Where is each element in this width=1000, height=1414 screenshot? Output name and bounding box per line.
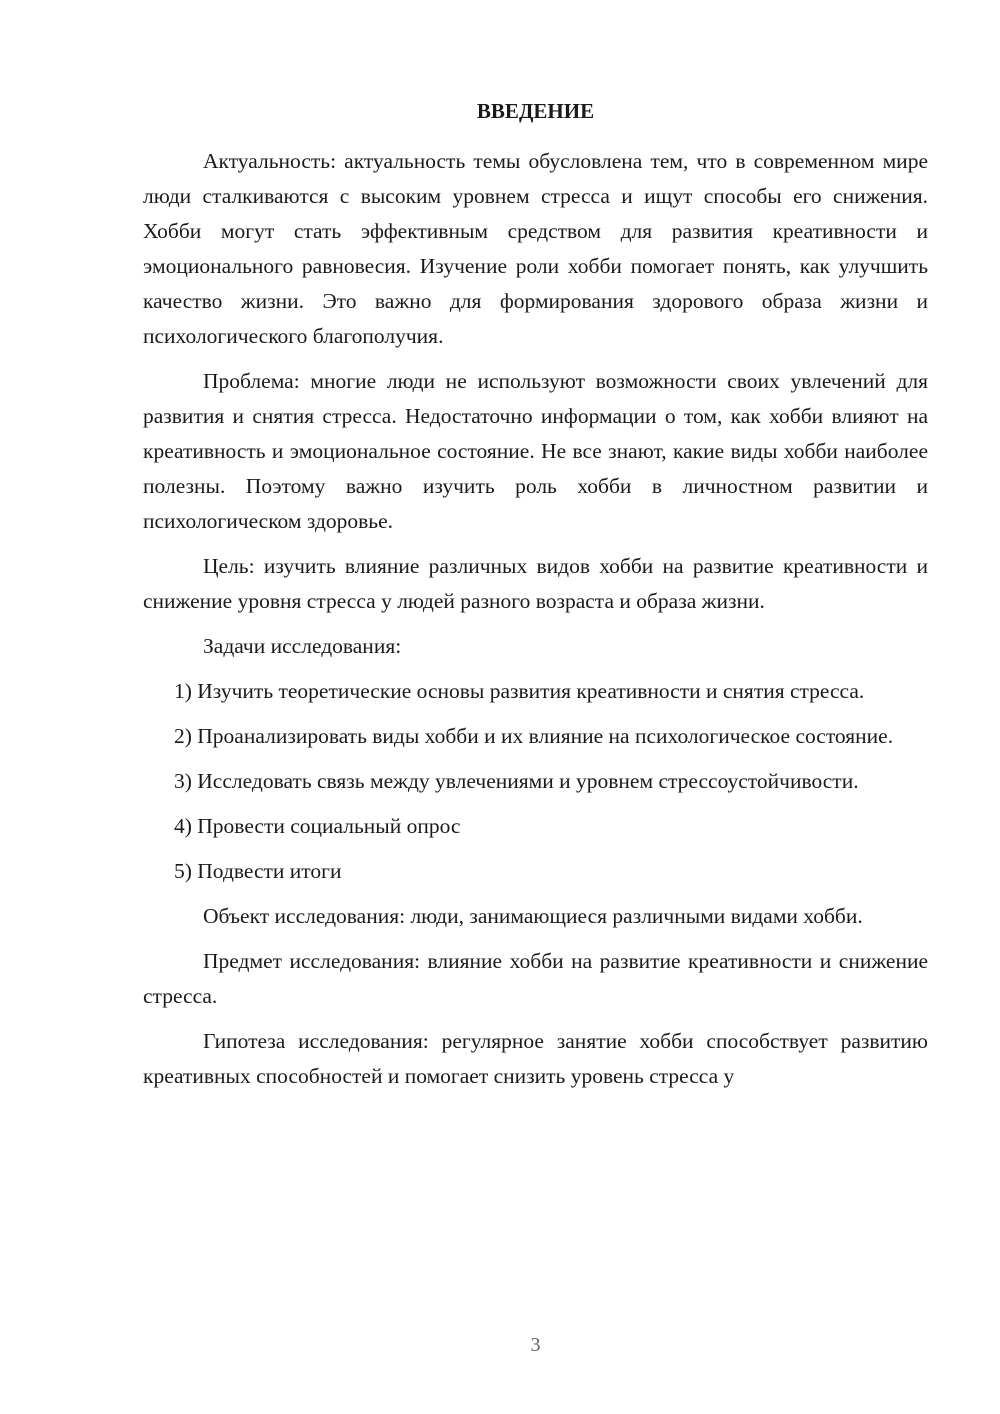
task-item-3: 3) Исследовать связь между увлечениями и уровнем стрессоустойчивости. bbox=[174, 769, 859, 793]
task-item-1: 1) Изучить теоретические основы развития креативности и снятия стресса. bbox=[174, 679, 865, 703]
document-body bbox=[143, 144, 928, 1104]
page-number: 3 bbox=[530, 1334, 541, 1356]
paragraph-hypothesis: Гипотеза исследования: регулярное занятие хобби способствует развитию креативных способностей и помогает снизить уровень стресса у bbox=[143, 1029, 928, 1088]
task-item-4: 4) Провести социальный опрос bbox=[174, 814, 461, 838]
document-page bbox=[143, 0, 928, 1414]
paragraph-tasks-heading: Задачи исследования: bbox=[203, 634, 402, 658]
paragraph-subject: Предмет исследования: влияние хобби на развитие креативности и снижение стресса. bbox=[143, 949, 928, 1008]
paragraph-relevance: Актуальность: актуальность темы обусловлена тем, что в современном мире люди сталкиваются с высоким уровнем стресса и ищут способы его снижения. Хобби могут стать эффективным средством для развития креативности и эмоционального равновесия. Изучение роли хобби помогает понять, как улучшить качество жизни. Это важно для формирования здорового образа жизни и психологического благополучия. bbox=[143, 149, 928, 348]
task-item-2: 2) Проанализировать виды хобби и их влияние на психологическое состояние. bbox=[174, 724, 894, 748]
paragraph-problem: Проблема: многие люди не используют возможности своих увлечений для развития и снятия стресса. Недостаточно информации о том, как хобби влияют на креативность и эмоциональное состояние. Не все знают, какие виды хобби наиболее полезны. Поэтому важно изучить роль хобби в личностном развитии и психологическом здоровье. bbox=[143, 369, 928, 533]
paragraph-goal: Цель: изучить влияние различных видов хобби на развитие креативности и снижение уровня стресса у людей разного возраста и образа жизни. bbox=[143, 554, 928, 613]
section-title: ВВЕДЕНИЕ bbox=[476, 99, 595, 123]
paragraph-object: Объект исследования: люди, занимающиеся различными видами хобби. bbox=[203, 904, 863, 928]
task-item-5: 5) Подвести итоги bbox=[174, 859, 342, 883]
